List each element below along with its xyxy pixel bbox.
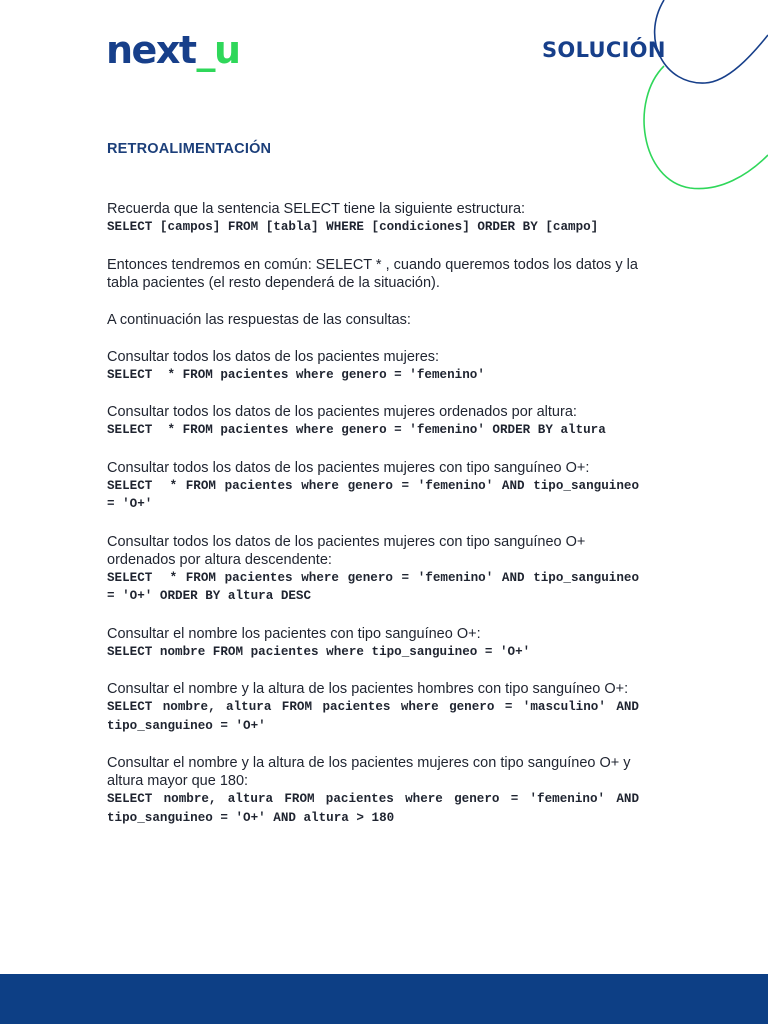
query-question: Consultar todos los datos de los pacientes mujeres: [107,348,440,365]
query-block [107,680,647,735]
query-block [107,348,639,385]
logo-text-u: u [214,28,240,72]
query-sql: SELECT nombre, altura FROM pacientes where genero = 'femenino' AND tipo_sanguineo = 'O+' AND altura > 180 [107,792,647,825]
query-question: Consultar el nombre los pacientes con tipo sanguíneo O+: [107,625,481,642]
query-sql: SELECT * FROM pacientes where genero = 'femenino' AND tipo_sanguineo = 'O+' ORDER BY altura DESC [107,570,647,603]
section-label: SOLUCIÓN [542,38,666,62]
query-block [107,533,647,606]
query-question: Consultar todos los datos de los pacientes mujeres ordenados por altura: [107,404,577,420]
query-question: Consultar todos los datos de los pacientes mujeres con tipo sanguíneo O+: [107,459,590,476]
logo-text-next: next [106,28,196,72]
query-sql: SELECT * FROM pacientes where genero = 'femenino' ORDER BY altura [107,423,606,437]
decorative-curves [0,0,768,200]
common-block [107,256,639,292]
query-question: Consultar el nombre y la altura de los pacientes mujeres con tipo sanguíneo O+ y altura mayor que 180: [107,755,631,789]
query-question: Consultar todos los datos de los pacientes mujeres con tipo sanguíneo O+ ordenados por altura descendente: [107,533,586,568]
query-sql: SELECT * FROM pacientes where genero = 'femenino' AND tipo_sanguineo = 'O+' [107,478,647,511]
query-sql: SELECT * FROM pacientes where genero = 'femenino' [107,367,485,382]
query-block [107,403,639,440]
intro-block [107,200,639,237]
query-block [107,754,647,827]
common-text: Entonces tendremos en común: SELECT * , cuando queremos todos los datos y la tabla pacientes (el resto dependerá de la situación). [107,256,638,291]
query-block [107,459,647,514]
blue-curve [655,0,768,83]
document-body [107,200,647,846]
query-question: Consultar el nombre y la altura de los pacientes hombres con tipo sanguíneo O+: [107,681,629,697]
answers-intro-block [107,311,639,329]
logo-underscore: _ [196,28,215,72]
footer-bar [0,974,768,1024]
intro-code: SELECT [campos] FROM [tabla] WHERE [condiciones] ORDER BY [campo] [107,220,599,234]
answers-intro: A continuación las respuestas de las consultas: [107,311,411,328]
query-sql: SELECT nombre FROM pacientes where tipo_sanguineo = 'O+' [107,644,531,659]
query-sql: SELECT nombre, altura FROM pacientes where genero = 'masculino' AND tipo_sanguineo = 'O+' [107,700,647,733]
green-curve [644,66,768,189]
page-title: RETROALIMENTACIÓN [107,141,272,157]
query-block [107,625,639,662]
intro-text: Recuerda que la sentencia SELECT tiene la siguiente estructura: [107,201,526,217]
